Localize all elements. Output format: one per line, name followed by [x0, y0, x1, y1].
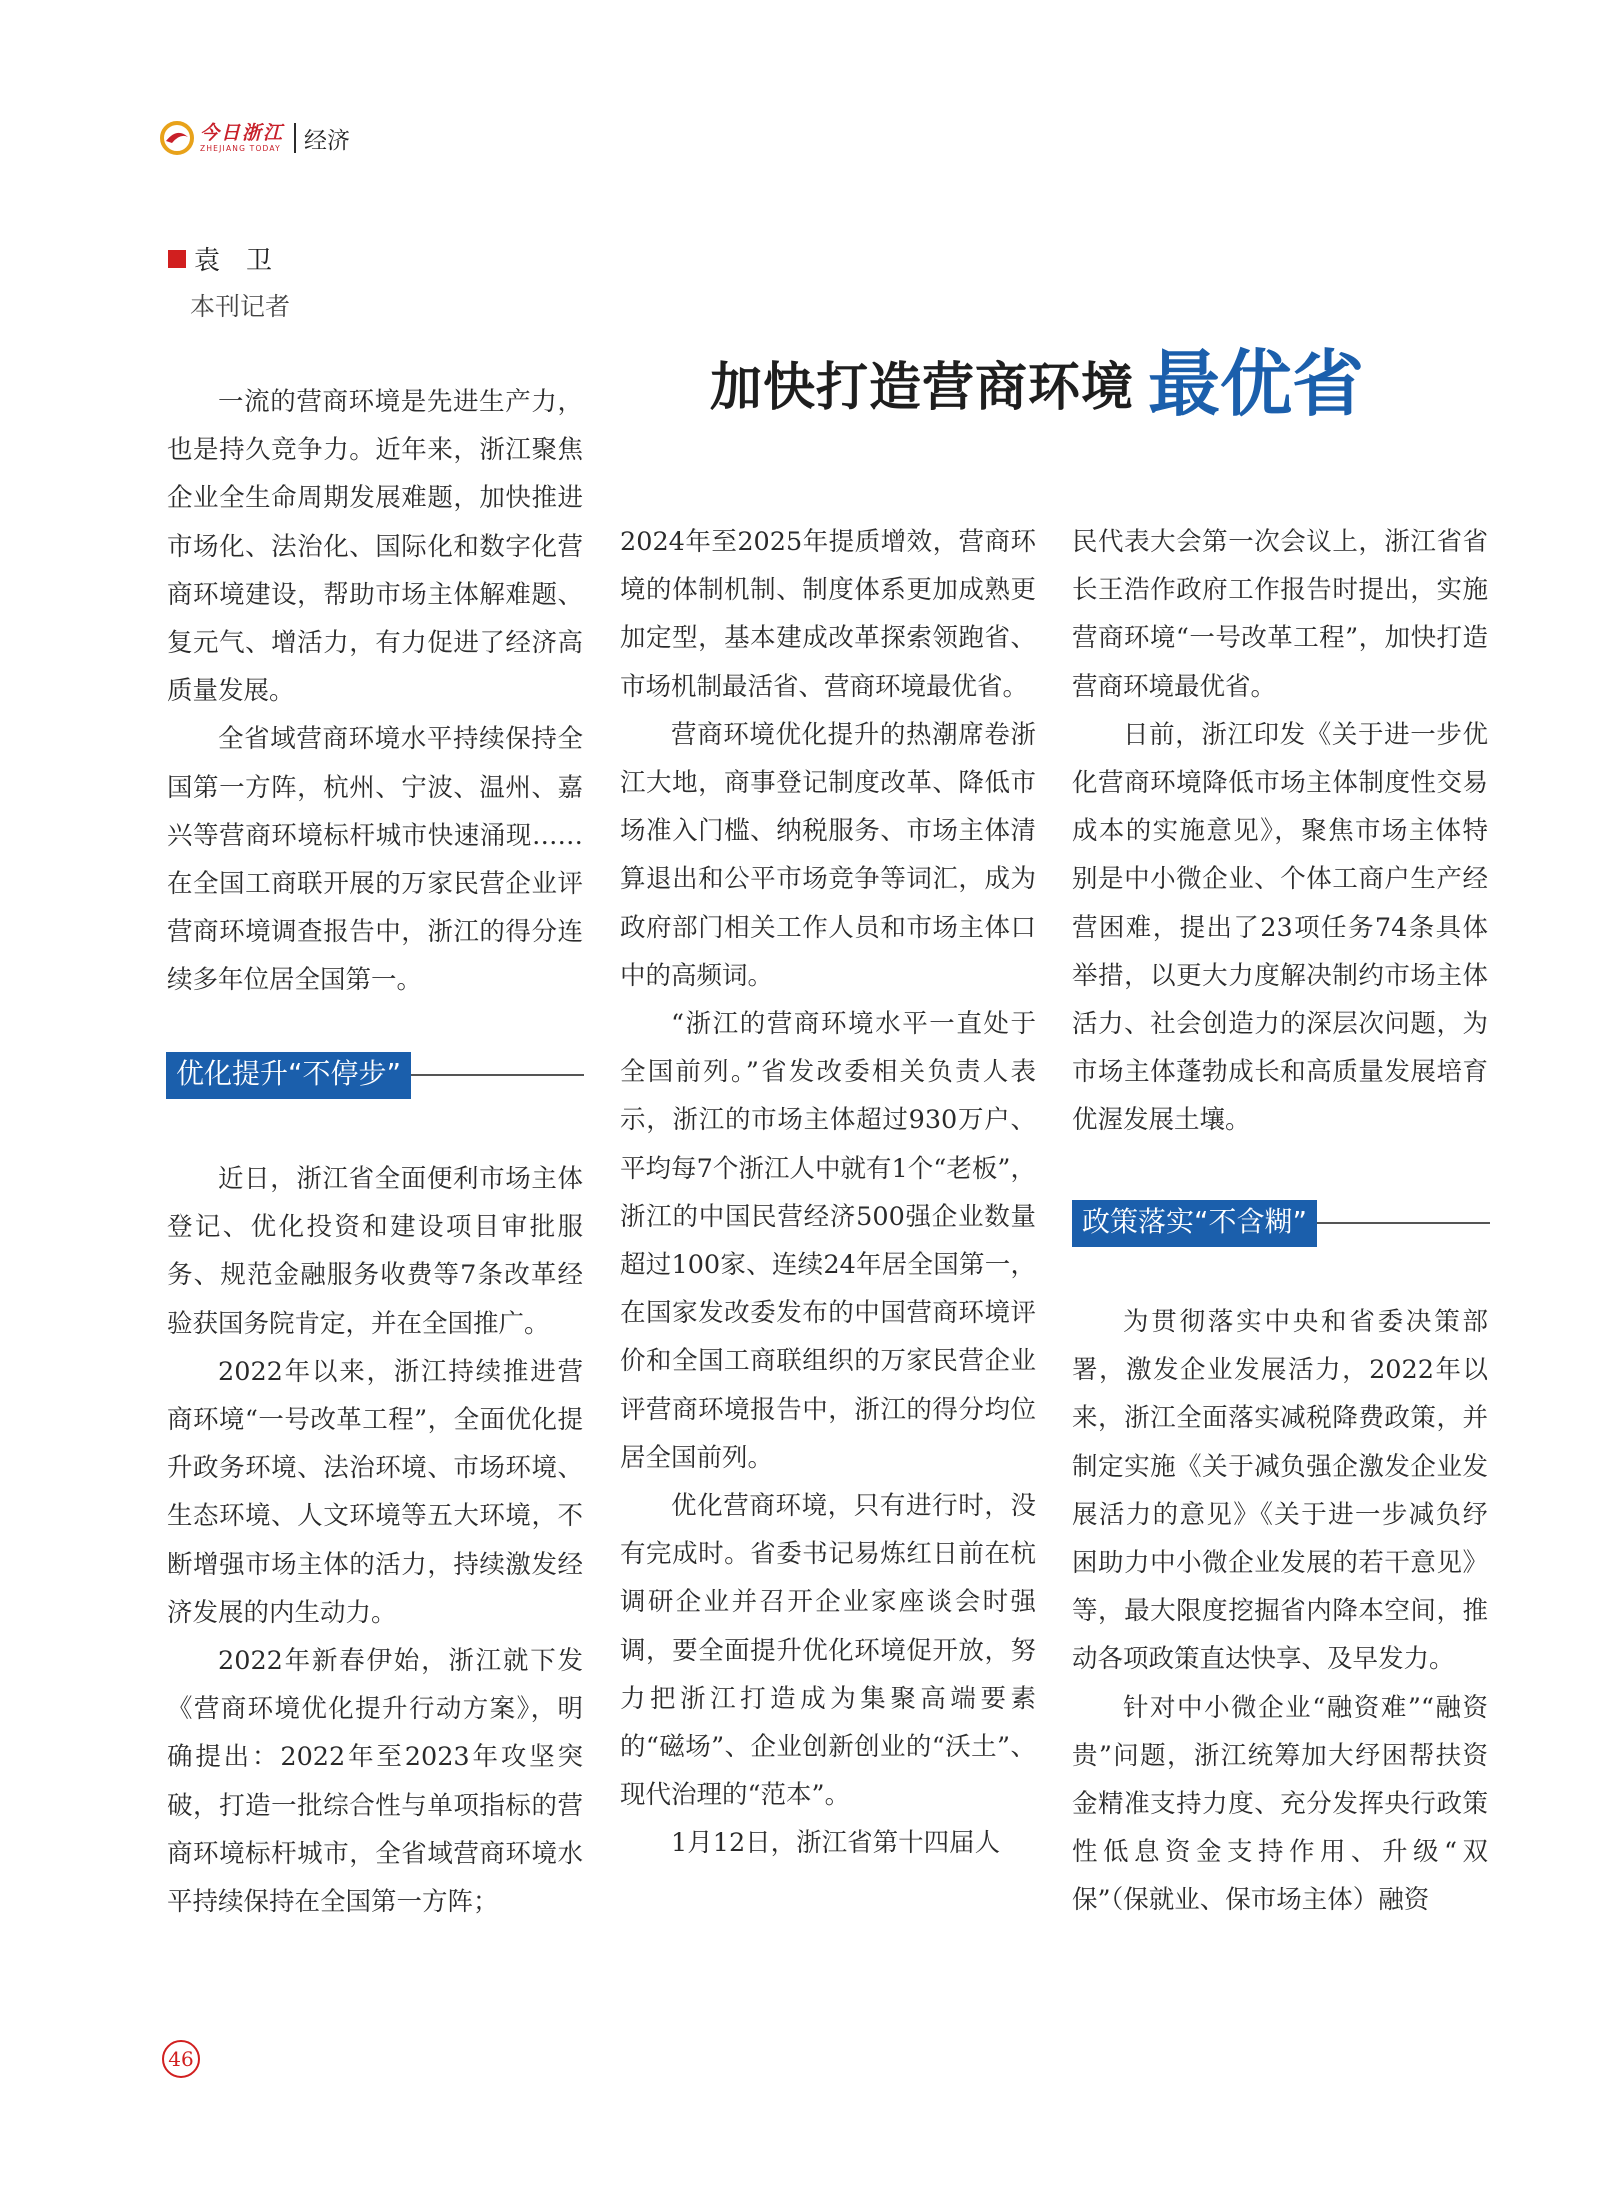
column-1-bottom: [167, 1155, 583, 1926]
headline-accent: 最优省: [1148, 342, 1365, 426]
subheading-1: [166, 1052, 584, 1099]
header-divider: [294, 123, 296, 153]
paragraph: 优化营商环境，只有进行时，没有完成时。省委书记易炼红日前在杭调研企业并召开企业家座谈会时强调，要全面提升优化环境促开放，努力把浙江打造成为集聚高端要素的“磁场”、企业创新创业的“沃土”、现代治理的“范本”。: [620, 1491, 1036, 1811]
logo-text: [200, 121, 285, 153]
logo-chinese: 今日浙江: [200, 121, 285, 144]
column-3-bottom: [1072, 1298, 1488, 1925]
red-square-icon: [168, 250, 186, 268]
paragraph: 全省域营商环境水平持续保持全国第一方阵，杭州、宁波、温州、嘉兴等营商环境标杆城市快速涌现……在全国工商联开展的万家民营企业评营商环境调查报告中，浙江的得分连续多年位居全国第一。: [167, 724, 583, 996]
paragraph: 近日，浙江省全面便利市场主体登记、优化投资和建设项目审批服务、规范金融服务收费等7条改革经验获国务院肯定，并在全国推广。: [167, 1164, 583, 1339]
subheading-label: 政策落实“不含糊”: [1072, 1200, 1317, 1247]
column-1-top: [167, 378, 583, 1005]
author-name: 袁 卫: [194, 246, 273, 276]
paragraph-continued: 民代表大会第一次会议上，浙江省省长王浩作政府工作报告时提出，实施营商环境“一号改革工程”，加快打造营商环境最优省。: [1072, 527, 1488, 702]
logo-english: ZHEJIANG TODAY: [200, 143, 281, 153]
subheading-label: 优化提升“不停步”: [166, 1052, 411, 1099]
article-headline: [710, 342, 1365, 426]
paragraph: 为贯彻落实中央和省委决策部署，激发企业发展活力，2022年以来，浙江全面落实减税降费政策，并制定实施《关于减负强企激发企业发展活力的意见》《关于进一步减负纾困助力中小微企业发展的若干意见》等，最大限度挖掘省内降本空间，推动各项政策直达快享、及早发力。: [1072, 1307, 1488, 1675]
paragraph: 针对中小微企业“融资难”“融资贵”问题，浙江统筹加大纾困帮扶资金精准支持力度、充分发挥央行政策性低息资金支持作用、升级“双保”（保就业、保市场主体）融资: [1072, 1692, 1488, 1916]
section-label: 经济: [304, 127, 351, 154]
paragraph: 2022年以来，浙江持续推进营商环境“一号改革工程”，全面优化提升政务环境、法治环境、市场环境、生态环境、人文环境等五大环境，不断增强市场主体的活力，持续激发经济发展的内生动力。: [167, 1356, 583, 1628]
paragraph: 1月12日，浙江省第十四届人: [671, 1828, 1001, 1859]
logo-swirl-icon: [160, 121, 194, 155]
headline-main: 加快打造营商环境: [710, 357, 1135, 418]
column-2: [620, 518, 1036, 1868]
paragraph-continued: 2024年至2025年提质增效，营商环境的体制机制、制度体系更加成熟更加定型，基本建成改革探索领跑省、市场机制最活省、营商环境最优省。: [620, 527, 1036, 702]
paragraph: 日前，浙江印发《关于进一步优化营商环境降低市场主体制度性交易成本的实施意见》，聚焦市场主体特别是中小微企业、个体工商户生产经营困难，提出了23项任务74条具体举措，以更大力度解决制约市场主体活力、社会创造力的深层次问题，为市场主体蓬勃成长和高质量发展培育优渥发展土壤。: [1072, 719, 1488, 1136]
paragraph: 营商环境优化提升的热潮席卷浙江大地，商事登记制度改革、降低市场准入门槛、纳税服务、市场主体清算退出和公平市场竞争等词汇，成为政府部门相关工作人员和市场主体口中的高频词。: [620, 719, 1036, 991]
paragraph: 2022年新春伊始，浙江就下发《营商环境优化提升行动方案》，明确提出：2022年至2023年攻坚突破，打造一批综合性与单项指标的营商环境标杆城市，全省域营商环境水平持续保持在全国第一方阵；: [167, 1646, 583, 1918]
page-number: 46: [162, 2040, 200, 2078]
column-3-top: [1072, 518, 1488, 1145]
subheading-rule: [411, 1074, 584, 1076]
masthead: [160, 118, 350, 158]
author-line: [168, 240, 272, 277]
subheading-2: [1072, 1200, 1490, 1247]
paragraph: “浙江的营商环境水平一直处于全国前列。”省发改委相关负责人表示，浙江的市场主体超过930万户、平均每7个浙江人中就有1个“老板”，浙江的中国民营经济500强企业数量超过100家、连续24年居全国第一，在国家发改委发布的中国营商环境评价和全国工商联组织的万家民营企业评营商环境报告中，浙江的得分均位居全国前列。: [620, 1009, 1036, 1473]
paragraph: 一流的营商环境是先进生产力，也是持久竞争力。近年来，浙江聚焦企业全生命周期发展难题，加快推进市场化、法治化、国际化和数字化营商环境建设，帮助市场主体解难题、复元气、增活力，有力促进了经济高质量发展。: [167, 387, 583, 707]
subheading-rule: [1317, 1222, 1490, 1224]
author-role: 本刊记者: [190, 292, 291, 321]
